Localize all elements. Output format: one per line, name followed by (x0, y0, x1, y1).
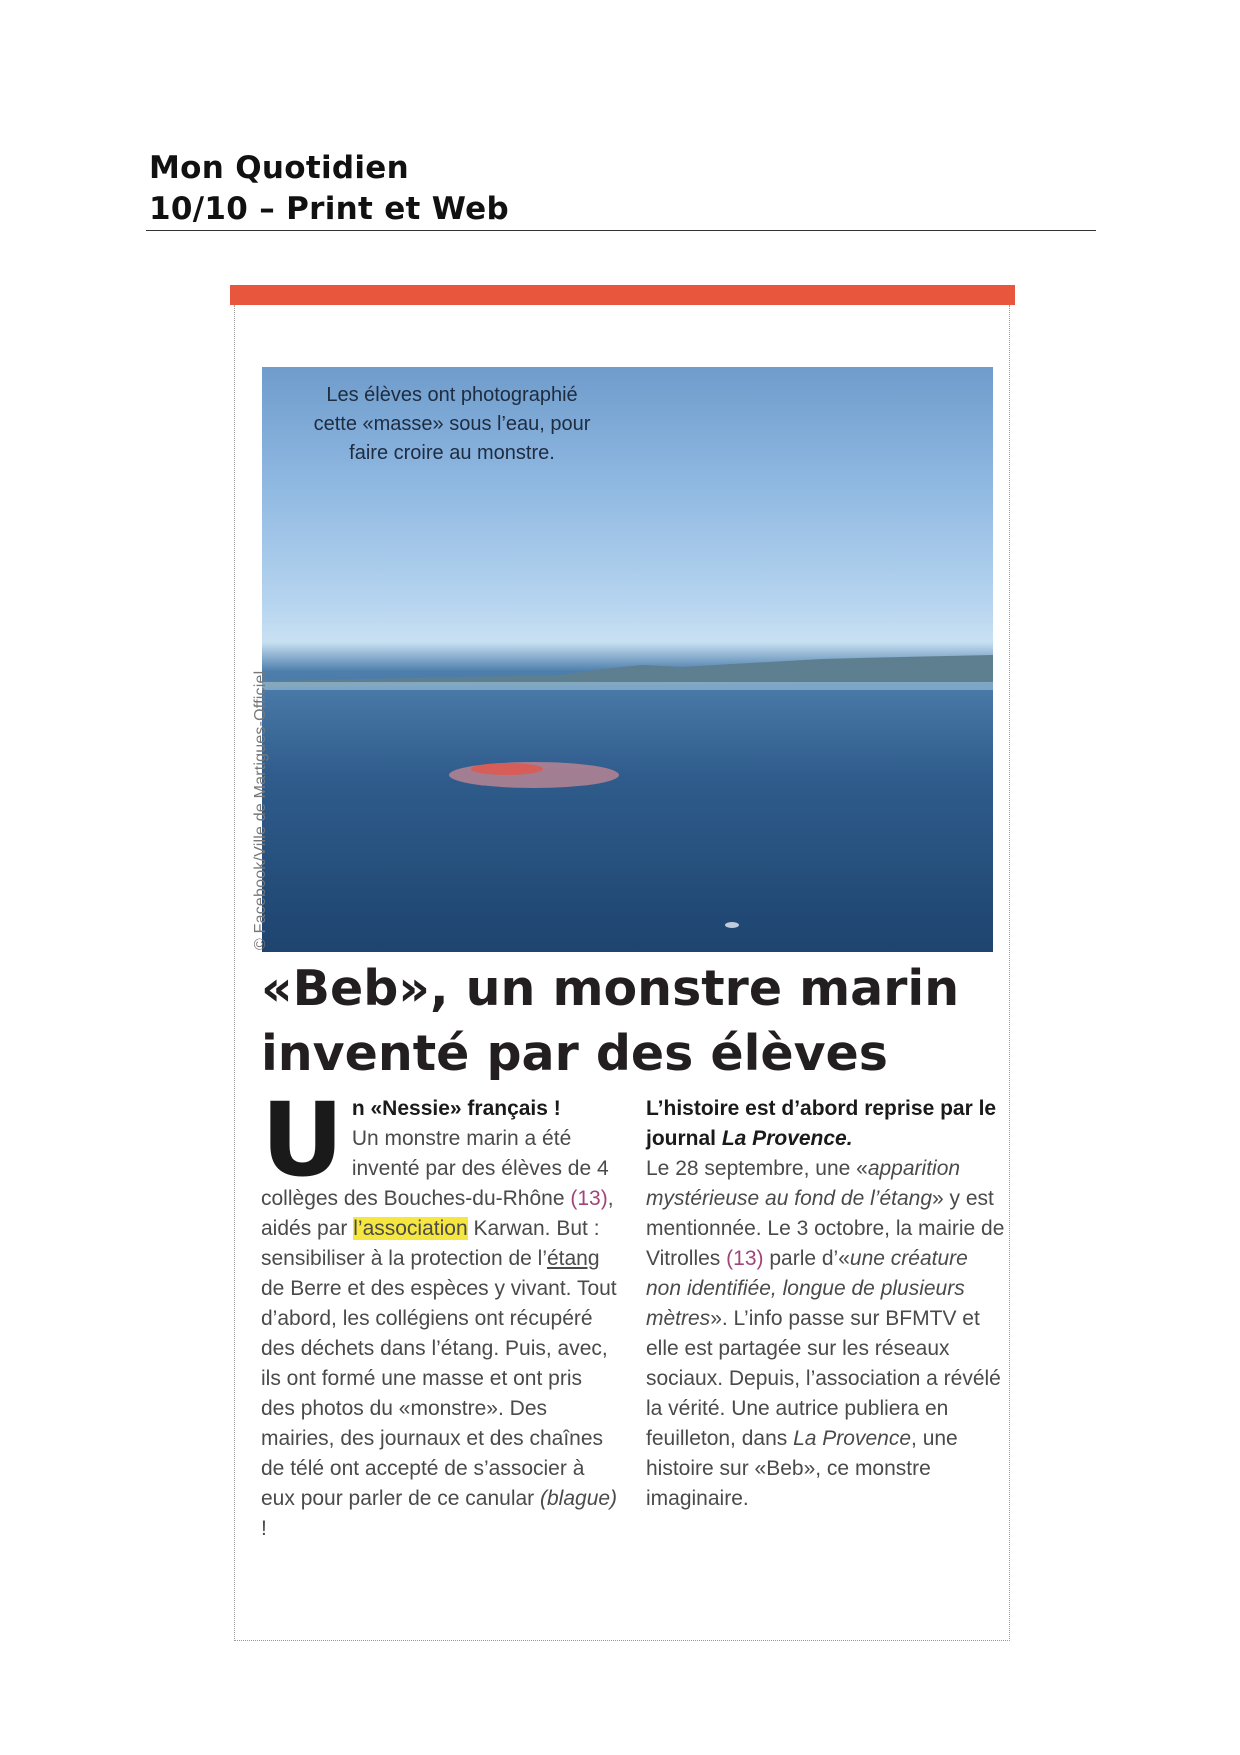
page-header (149, 148, 509, 230)
drop-cap: U (261, 1081, 344, 1200)
lake-photo (262, 367, 993, 952)
quote: une créature non identifiée, longue de plusieurs mètres (646, 1247, 968, 1330)
quote: apparition mystérieuse au fond de l’étang (646, 1157, 961, 1210)
caption-line: faire croire au monstre. (349, 442, 555, 464)
glossary-term-highlight[interactable]: l’association (353, 1217, 468, 1240)
article-headline (261, 956, 1001, 1086)
newspaper-name: La Provence (793, 1427, 912, 1450)
photo-caption (282, 381, 622, 468)
sea-haze (262, 682, 993, 690)
newspaper-name: La Provence. (721, 1127, 853, 1150)
water-sparkle (725, 922, 739, 928)
article-column-1 (261, 1081, 621, 1544)
body-text: de Berre et des espèces y vivant. Tout d’abord, les collégiens ont récupéré des déchets dans l’étang. Puis, avec, ils ont formé une masse et ont pris des photos du «monstre». Des mairies, des journaux et des chaînes de télé ont accepté de s’associer à eux pour parler de ce canular (261, 1277, 617, 1510)
body-text: Un monstre marin a été inventé par des élèves de 4 collèges des Bouches-du-Rhône (261, 1127, 609, 1210)
header-divider (146, 230, 1096, 231)
body-text: Le 28 septembre, une « (646, 1157, 868, 1180)
body-text: ». L’info passe sur BFMTV et elle est partagée sur les réseaux sociaux. Depuis, l’association a révélé la vérité. Une autrice publiera en feuilleton, dans (646, 1307, 1001, 1450)
body-text: parle d’« (763, 1247, 850, 1270)
edition-line: 10/10 – Print et Web (149, 191, 509, 227)
article-column-2 (646, 1094, 1006, 1514)
gloss-definition: (blague) (540, 1487, 618, 1510)
body-text: » y est mentionnée. Le 3 octobre, la mairie de Vitrolles (646, 1187, 1005, 1270)
caption-line: Les élèves ont photographié (326, 384, 578, 406)
headline-line: inventé par des élèves (261, 1025, 888, 1082)
department-number: (13) (570, 1187, 608, 1210)
publication-name: Mon Quotidien (149, 150, 409, 186)
department-number: (13) (726, 1247, 764, 1270)
caption-line: cette «masse» sous l’eau, pour (313, 413, 591, 435)
lead-text: L’histoire est d’abord reprise par le journal (646, 1097, 997, 1150)
glossary-term-underline[interactable]: étang (546, 1247, 600, 1270)
monster-mass-core (471, 763, 543, 775)
body-text: , une histoire sur «Beb», ce monstre imaginaire. (646, 1427, 958, 1510)
accent-bar (230, 285, 1015, 305)
lead-paragraph (646, 1094, 1006, 1154)
body-text: , aidés par (261, 1187, 614, 1240)
photo-credit: © Facebook/Ville de Martigues-Officiel (252, 670, 269, 950)
lead-sentence: n «Nessie» français ! (351, 1097, 561, 1120)
body-text: ! (261, 1517, 267, 1540)
headline-line: «Beb», un monstre marin (261, 960, 960, 1017)
body-text: Karwan. But : sensibiliser à la protection de l’ (261, 1217, 600, 1270)
